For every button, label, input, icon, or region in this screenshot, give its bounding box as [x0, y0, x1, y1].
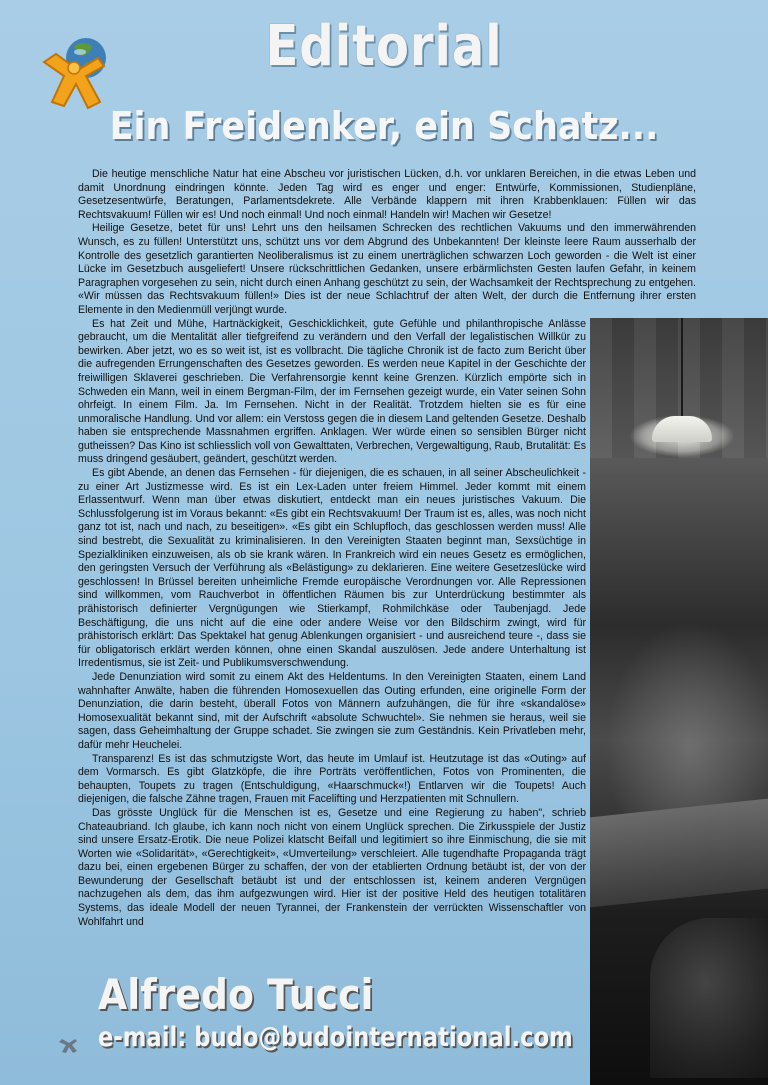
article-paragraph: Es hat Zeit und Mühe, Hartnäckigkeit, Geschicklichkeit, gute Gefühle und philanthropische Anlässe gebraucht, um die Mentalität aller tiefgreifend zu verändern und den Verfall der legalistischen Willkür zu bewirken. Aber jetzt, wo es so weit ist, ist es vollbracht. Die tägliche Chronik ist de facto zum Bericht über die aufregenden Errungenschaften des Gesetzes geworden. Es werden neue Kapitel in der Geschichte der freiwilligen Sklaverei geschrieben. Die Verfahrensorgie kennt keine Grenzen. Kürzlich empörte sich in Schweden ein Mann, weil in einem Bergman-Film, der im Fernsehen gezeigt wurde, ein Vater seinen Sohn ohrfeigt. In einem Film. Ja. Im Fernsehen. Nicht in der Realität. Trotzdem hielten sie es für eine unmoralische Handlung. Und vor allem: ein Verstoss gegen die in diesem Land geltenden Gesetze. Deshalb haben sie entsprechende Massnahmen ergriffen. Anklagen. Wer würde einen so sensiblen Bürger nicht gutheissen? Das Kino ist schliesslich voll von Gewalttaten, Verbrechen, Vergewaltigung, Raub, Brutalität: Es muss dringend gesäubert, geändert, geschützt werden.	[78, 317, 586, 466]
figure-icon	[58, 1037, 78, 1053]
article-body	[78, 168, 696, 958]
article-paragraph: Die heutige menschliche Natur hat eine Abscheu vor juristischen Lücken, d.h. vor unklaren Bereichen, in die etwas Leben und damit Unordnung eindringen könnte. Jeden Tag wird es enger und enger: Entwürfe, Kommissionen, Studienpläne, Gesetzesentwürfe, Beratungen, Parlamentsdekrete. Alle Verbände klappern mit ihren Krabbenklauen: Füllen wir das Rechtsvakuum! Füllen wir es! Und noch einmal! Und noch einmal! Handeln wir! Machen wir Gesetze!	[78, 168, 696, 221]
article-paragraph: Es gibt Abende, an denen das Fernsehen - für diejenigen, die es schauen, in all seiner Abscheulichkeit - zu einer Art Justizmesse wird. Es ist ein Lex-Laden unter freiem Himmel. Jeder kommt mit einem Erlassentwurf. Wenn man über etwas diskutiert, entdeckt man ein neues juristisches Vakuum. Die Schlussfolgerung ist im Voraus bekannt: «Es gibt ein Rechtsvakuum! Der Traum ist es, alles, was noch nicht ganz tot ist, nach und nach, zu beseitigen». «Es gibt ein Schlupfloch, das geschlossen werden muss! Alle sind bestrebt, die Sexualität zu kriminalisieren. In den Vereinigten Staaten beginnt man, Sexsüchtige in Spezialkliniken einzuweisen, als ob sie krank wären. In Frankreich wird ein neues Gesetz es ermöglichen, den geringsten Versuch der Verführung als «Belästigung» zu deklarieren. Eine weitere Gesetzeslücke wird geschlossen! In Brüssel bereiten unheimliche Fremde europäische Verordnungen vor. Alle Repressionen sind willkommen, vom Rauchverbot in öffentlichen Räumen bis zur Unterdrückung bestimmter als prähistorisch definierter Vergnügungen wie Stierkampf, Rohmilchkäse oder Taubenjagd. Jede Beschäftigung, die uns nicht auf die eine oder andere Weise vor den Bildschirm zwingt, wird für prähistorisch erklärt: Das Spektakel hat genug Ablenkungen organisiert - und ausreichend teure -, dass sie für obligatorisch erklärt werden können, ohne einen Skandal auszulösen. Jede andere Unterhaltung ist Irredentismus, sie ist Zeit- und Publikumsverschwendung.	[78, 467, 586, 670]
author-email[interactable]: e-mail: budo@budointernational.com	[98, 1022, 573, 1053]
article-paragraph: Transparenz! Es ist das schmutzigste Wort, das heute im Umlauf ist. Heutzutage ist das «Outing» auf dem Vormarsch. Es gibt Glatzköpfe, die ihre Porträts veröffentlichen, Fotos von Prominenten, die behaupten, Toupets zu tragen (Entschuldigung, «Haarschmuck«!) Entlarven wir die Toupets! Auch diejenigen, die falsche Zähne tragen, Frauen mit Facelifting und Herzpatienten mit Schnullern.	[78, 752, 586, 806]
article-paragraph: Heilige Gesetze, betet für uns! Lehrt uns den heilsamen Schrecken des rechtlichen Vakuums und den immerwährenden Wunsch, es zu füllen! Unterstützt uns, schützt uns vor dem Abgrund des Unbekannten! Der kleinste leere Raum ausserhalb der Kontrolle des gesetzlich garantierten Neoliberalismus ist zu einem unerträglichen schwarzen Loch geworden - die Welt ist einer Lücke im Gesetzbuch ausgeliefert! Unsere rückschrittlichen Gedanken, unsere erbärmlichsten Gesten laufen Gefahr, in keinem Paragraphen vorgesehen zu sein, nicht durch einen Anhang geschützt zu sein, der Wachsamkeit der Rechtsprechung zu entgehen. «Wir müssen das Rechtsvakuum füllen!» Dies ist der neue Schlachtruf der alten Welt, der durch die Entfernung ihrer ersten Elemente in den Medienmüll verjüngt wurde.	[78, 222, 696, 316]
author-name: Alfredo Tucci	[98, 970, 374, 1019]
article-subtitle: Ein Freidenker, ein Schatz...	[109, 104, 659, 148]
article-paragraph: Das grösste Unglück für die Menschen ist es, Gesetze und eine Regierung zu haben", schrieb Chateaubriand. Ich glaube, ich kann noch nicht von einem Unglück sprechen. Die Zirkusspiele der Justiz sind unsere Ersatz-Erotik. Die neue Polizei klatscht Beifall und legitimiert so ihre Einmischung, die sie mit Worten wie «Solidarität», «Gerechtigkeit», «Umverteilung» verschleiert. Alle tugendhafte Propaganda trägt dazu bei, einen ergebenen Bürger zu schaffen, der von der etablierten Ordnung betäubt ist, der von der Bewunderung der Gesellschaft betäubt ist und der entschlossen ist, keinem anderen Vergnügen nachzugehen als dem, das ihm aufgezwungen wird. Hier ist der positive Held des heutigen totalitären Systems, das ideale Modell der neuen Tyrannei, der Frankenstein der verrückten Wissenschaftler von Wohlfahrt und	[78, 806, 586, 928]
page-title: Editorial	[265, 14, 503, 79]
article-paragraph: Jede Denunziation wird somit zu einem Akt des Heldentums. In den Vereinigten Staaten, einem Land wahnhafter Anwälte, haben die führenden Homosexuellen das Outing erfunden, eine originelle Form der Denunziation, die darin besteht, überall Fotos von Männern aufzuhängen, die für ihre «skandalöse» Homosexualität bekannt sind, mit der Aufschrift «absolute Schwuchtel». Sie nehmen sie heraus, weil sie sagen, dass Geheimhaltung der Gruppe schadet. Sie zwingen sie zum Geständnis. Kein Privatleben mehr, dafür mehr Heuchelei.	[78, 670, 586, 751]
